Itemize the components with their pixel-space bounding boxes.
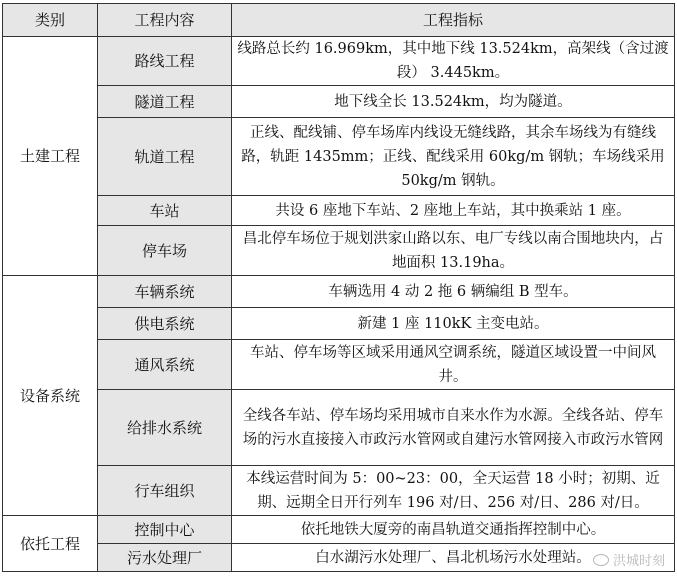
item-cell: 车站 xyxy=(98,196,232,226)
engineering-spec-table xyxy=(2,3,675,572)
item-cell: 控制中心 xyxy=(98,516,232,544)
header-spec: 工程指标 xyxy=(232,4,675,37)
item-cell: 行车组织 xyxy=(98,466,232,516)
table-row xyxy=(3,226,675,276)
category-civil: 土建工程 xyxy=(3,37,98,276)
spec-cell: 正线、配线铺、停车场库内线设无缝线路，其余车场线为有缝线路，轨距 1435mm；正线、配线采用 60kg/m 钢轨；车场线采用 50kg/m 钢轨。 xyxy=(232,118,675,196)
item-cell: 污水处理厂 xyxy=(98,544,232,572)
spec-cell: 昌北停车场位于规划洪家山路以东、电厂专线以南合围地块内，占地面积 13.19ha。 xyxy=(232,226,675,276)
table-row xyxy=(3,118,675,196)
item-cell: 停车场 xyxy=(98,226,232,276)
spec-cell: 新建 1 座 110kK 主变电站。 xyxy=(232,308,675,340)
item-cell: 轨道工程 xyxy=(98,118,232,196)
spec-cell: 车辆选用 4 动 2 拖 6 辆编组 B 型车。 xyxy=(232,276,675,308)
table-row xyxy=(3,308,675,340)
table-row xyxy=(3,466,675,516)
table-row xyxy=(3,516,675,544)
wechat-icon xyxy=(593,554,609,566)
header-row xyxy=(3,4,675,37)
spec-cell: 全线各车站、停车场均采用城市自来水作为水源。全线各站、停车场的污水直接接入市政污水管网或自建污水管网接入市政污水管网 xyxy=(232,390,675,466)
category-support: 依托工程 xyxy=(3,516,98,572)
item-cell: 车辆系统 xyxy=(98,276,232,308)
watermark xyxy=(593,550,665,569)
item-cell: 供电系统 xyxy=(98,308,232,340)
table-row xyxy=(3,544,675,572)
table-row xyxy=(3,390,675,466)
spec-cell: 地下线全长 13.524km，均为隧道。 xyxy=(232,86,675,118)
watermark-text: 洪城时刻 xyxy=(612,554,665,569)
spec-cell: 依托地铁大厦旁的南昌轨道交通指挥控制中心。 xyxy=(232,516,675,544)
table-row xyxy=(3,276,675,308)
table-row xyxy=(3,196,675,226)
item-cell: 通风系统 xyxy=(98,340,232,390)
header-category: 类别 xyxy=(3,4,98,37)
table-row xyxy=(3,86,675,118)
spec-cell: 线路总长约 16.969km，其中地下线 13.524km，高架线（含过渡段） 3.445km。 xyxy=(232,37,675,86)
header-item: 工程内容 xyxy=(98,4,232,37)
table-row xyxy=(3,37,675,86)
spec-cell: 白水湖污水处理厂、昌北机场污水处理站。 xyxy=(232,544,675,572)
spec-cell: 本线运营时间为 5：00~23：00，全天运营 18 小时；初期、近期、远期全日开行列车 196 对/日、256 对/日、286 对/日。 xyxy=(232,466,675,516)
item-cell: 隧道工程 xyxy=(98,86,232,118)
table-row xyxy=(3,340,675,390)
item-cell: 给排水系统 xyxy=(98,390,232,466)
item-cell: 路线工程 xyxy=(98,37,232,86)
spec-cell: 共设 6 座地下车站、2 座地上车站，其中换乘站 1 座。 xyxy=(232,196,675,226)
spec-cell: 车站、停车场等区域采用通风空调系统，隧道区域设置一中间风井。 xyxy=(232,340,675,390)
category-equipment: 设备系统 xyxy=(3,276,98,516)
